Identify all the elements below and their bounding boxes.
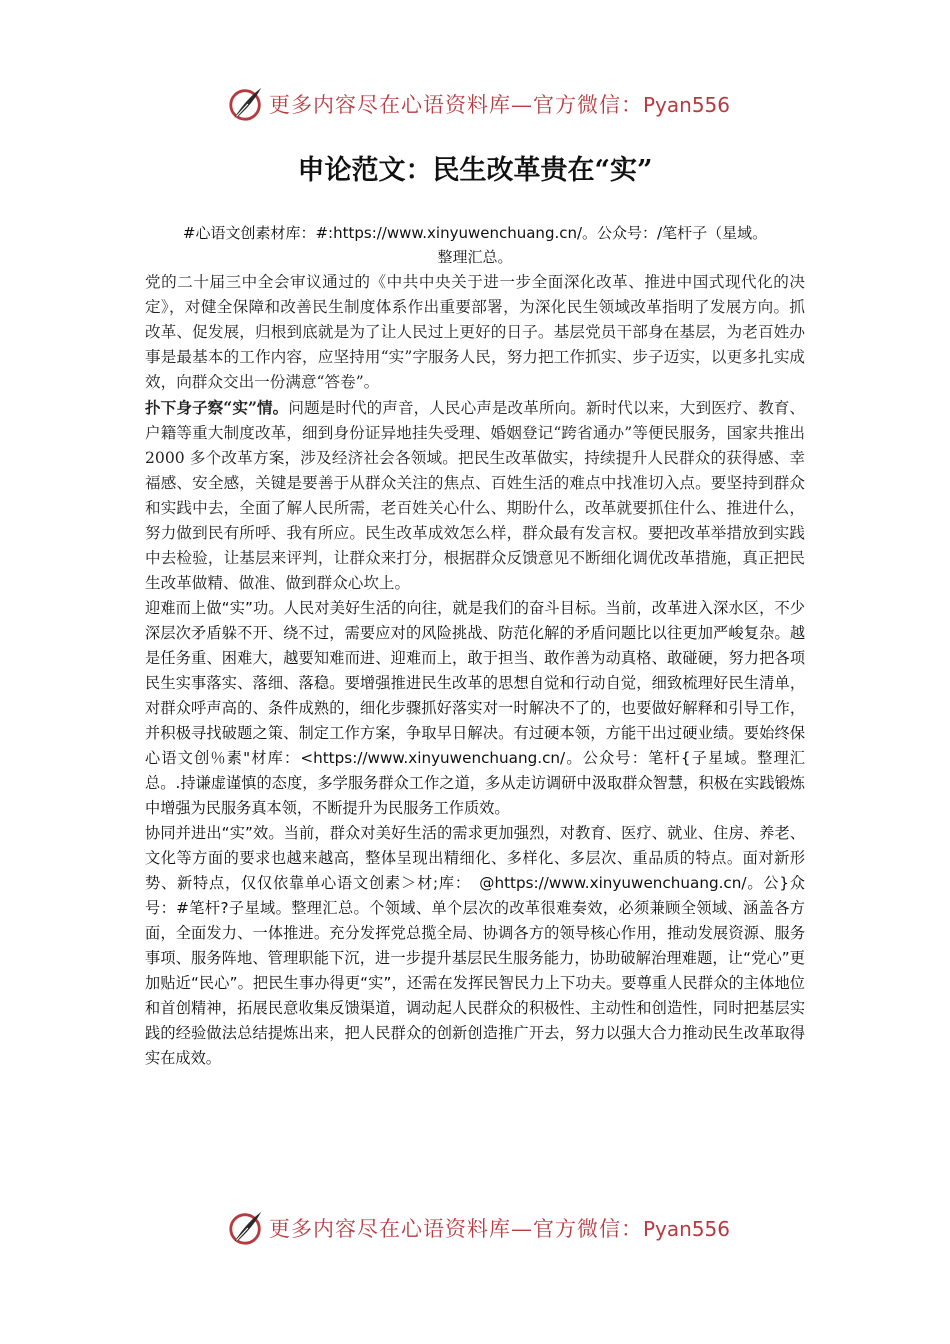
source-note	[140, 221, 810, 269]
quill-pen-circle-icon	[227, 85, 265, 123]
paragraph-section-3	[145, 821, 805, 1071]
article-body	[145, 270, 805, 1071]
section-3-text-a: 协同并进出“实”效。当前，群众对美好生活的需求更加强烈，对教育、医疗、就业、住房、养老、文化等方面的要求也越来越高，整体呈现出精细化、多样化、多层次、重品质	[145, 824, 805, 867]
banner-text: 更多内容尽在心语资料库—官方微信：Pyan556	[269, 93, 731, 117]
source-line-2: 整理汇总。	[437, 248, 513, 266]
banner-text: 更多内容尽在心语资料库—官方微信：Pyan556	[269, 1217, 731, 1241]
header-banner	[0, 82, 950, 126]
paragraph-intro: 党的二十届三中全会审议通过的《中共中央关于进一步全面深化改革、推进中国式现代化的决定》，对健全保障和改善民生制度体系作出重要部署，为深化民生领域改革指明了发展方向。抓改革、促发展，归根到底就是为了让人民过上更好的日子。基层党员干部身在基层，为老百姓办事是最基本的工作内容，应坚持用“实”字服务人民，努力把工作抓实、步子迈实，以更多扎实成效，向群众交出一份满意“答卷”。	[145, 273, 805, 391]
section-1-heading: 扑下身子察“实”情。	[145, 398, 289, 417]
page-title: 申论范文：民生改革贵在“实”	[297, 155, 653, 186]
section-2-text-c: <https://www.xinyuwenchuang.cn/。公众号：笔杆{子星域。整理汇总。.持谦虚谨慎的态度，多学服务群众工作之道，多从走访调研中汲取群众智慧，积极在实践锻炼中增强为民服务真本领，不断提升为民服务工作质效。	[145, 749, 805, 817]
section-2-text-a: 迎难而上做“实”功。人民对美好生活的向往，就是我们的奋斗目标。当前，改革进入深水区，不少深层次矛盾躲不开、绕不过，需要应对的风险挑战、防范化解的矛盾问题比以往更加严峻复杂。越是任务重、困难大，越要知难而进、迎难而上，敢于担当、敢作善为动真格、敢碰硬，努力把各项民生实事落实、落细、落稳。要增强推进民生改革的思想自觉和行动自觉，细致梳理好民生清单，对群众呼声高的、条件成熟的，细化步骤抓好落实对一时解决不了的，也要做好解释和引导工作，并积极寻找破题之策、制定工作方案，争	[145, 599, 805, 742]
section-3-text-b: 的特点。面对新形势、新特点，仅仅依靠单心语文创素＞材;库： @https://	[145, 849, 806, 892]
footer-banner	[0, 1206, 950, 1250]
section-1-text: 问题是时代的声音，人民心声是改革所向。新时代以来，大到医疗、教育、户籍等重大制度改革，细到身份证异地挂失受理、婚姻登记“跨省通办”等便民服务，国家共推出 2000 多个改革方案，涉及经济社会各领域。把民生改革做实，持续提升人民群众的获得感、幸福感、安全感，关键是要善于从群众关注的焦点、百姓生活的难点中找准切入点。要坚持到群众和实践中去，全面了解人民所需，老百姓关心什么、期盼什么，改革就要抓住什么、推进什么，努力做到民有所呼、我有所应。民生改革成效怎么样，群众最有发言权。要把改革举措放到实践中去检验，让基层来评判，让群众来打分，根据群众反馈意见不断细化调优改革措施，真正把民生改革做精、做准、做到群众心坎上。	[145, 399, 805, 592]
wechat-id: Pyan556	[643, 1217, 731, 1241]
paragraph-section-2	[145, 596, 805, 821]
paragraph-section-1	[145, 395, 805, 596]
wechat-id: Pyan556	[643, 93, 731, 117]
source-line-1: #心语文创素材库：#:https://www.xinyuwenchuang.cn/。公众号：/笔杆子（星域。	[182, 224, 768, 242]
section-3-text-c: www.xinyuwenchuang.cn/。公}众号：#笔杆?子星域。整理汇总。个领域、单个层次的改革很难奏效，必须兼顾全领域、涵盖各方面，全面发力、一体推进。充分发挥党总揽全局、协调各方的领导核心作用，推动发展资源、服务事项、服务阵地、管理职能下沉，进一步提升基层民生服务能力，协助破解治理难题，让“党心”更加贴近“民心”。把民生事办得更“实”，还需在发挥民智民力上下功夫。要尊重人民群众的主体地位和首创精神，拓展民意收集反馈渠道，调动起人民群众的积极性、主动性和创造性，同时把基层实践的经验做法总结提炼出来，把人民群众的创新创造推广开去，努力以强大合力推动民生改革取得实在成效。	[145, 874, 805, 1067]
section-2-text-b: 取早日解决。有过硬本领，方能干出过硬业绩。要始终保心语文创％素"材库：	[145, 724, 806, 767]
quill-pen-circle-icon	[227, 1209, 265, 1247]
